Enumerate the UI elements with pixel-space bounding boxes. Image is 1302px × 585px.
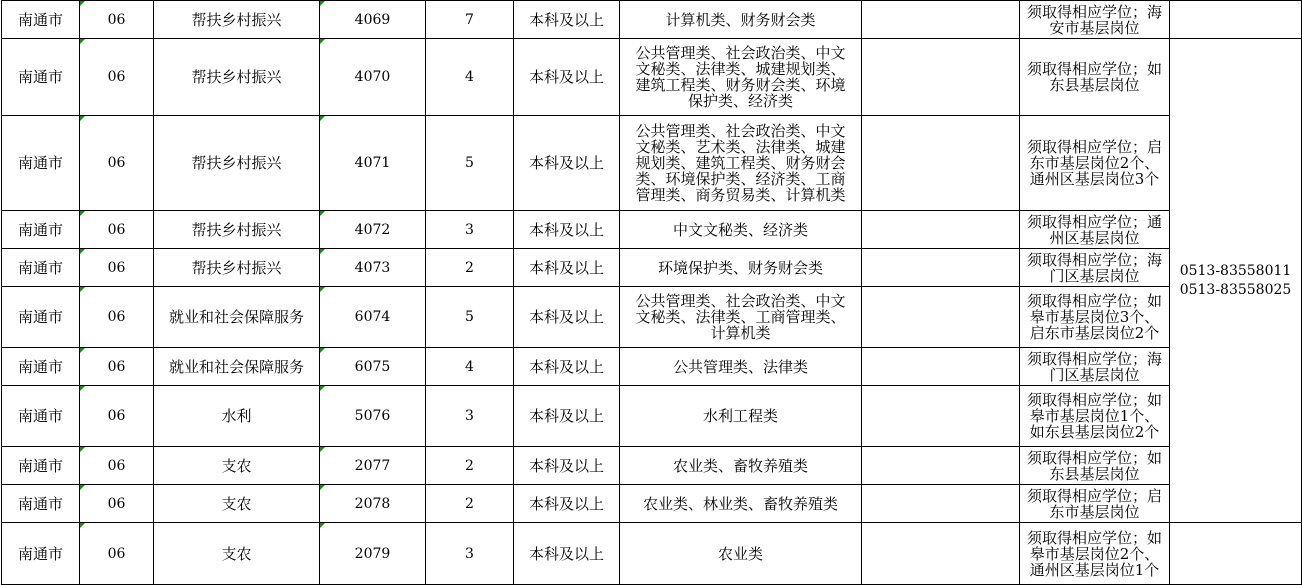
note-cell-line: 须取得相应学位；海 (1026, 250, 1162, 269)
code-cell: 06 (80, 211, 154, 249)
major-cell-line: 农业类、林业类、畜牧养殖类 (642, 494, 838, 513)
major-cell-line: 计算机类、财务财会类 (665, 10, 816, 29)
code-cell: 06 (80, 485, 154, 523)
note-cell-line: 通州区基层岗位3个 (1029, 170, 1160, 188)
note-cell (1020, 348, 1170, 386)
major-cell (620, 485, 862, 523)
note-cell (1020, 249, 1170, 287)
major-cell-line: 公共管理类、社会政治类、中文 (635, 44, 846, 62)
post-code-cell: 2079 (320, 523, 426, 585)
city-cell: 南通市 (2, 523, 80, 585)
post-code-cell: 4069 (320, 1, 426, 39)
note-cell (1020, 39, 1170, 116)
major-cell-line: 文秘类、法律类、城建规划类、 (635, 60, 846, 78)
field-cell: 就业和社会保障服务 (154, 348, 320, 386)
table-body (2, 1, 1302, 585)
post-code-cell: 6074 (320, 287, 426, 348)
code-cell: 06 (80, 348, 154, 386)
other-requirements-cell (862, 386, 1020, 447)
note-cell-line: 须取得相应学位；启 (1026, 138, 1162, 156)
contact-phone: 0513-83558011 (1179, 262, 1292, 279)
other-requirements-cell (862, 287, 1020, 348)
major-cell-line: 文秘类、艺术类、法律类、城建 (635, 138, 846, 156)
contact-bottom-cell (1170, 523, 1302, 585)
table-row (2, 39, 1302, 116)
city-cell: 南通市 (2, 249, 80, 287)
note-cell (1020, 485, 1170, 523)
table-row (2, 386, 1302, 447)
other-requirements-cell (862, 249, 1020, 287)
code-cell: 06 (80, 39, 154, 116)
other-requirements-cell (862, 447, 1020, 485)
other-requirements-cell (862, 211, 1020, 249)
post-code-cell: 4070 (320, 39, 426, 116)
field-cell: 帮扶乡村振兴 (154, 211, 320, 249)
note-cell-line: 须取得相应学位；如 (1026, 60, 1162, 78)
major-cell-line: 管理类、商务贸易类、计算机类 (635, 186, 846, 204)
code-cell: 06 (80, 386, 154, 447)
education-cell: 本科及以上 (514, 523, 620, 585)
major-cell-line: 建筑工程类、财务财会类、环境 (635, 76, 846, 94)
note-cell-line: 须取得相应学位；如 (1026, 391, 1162, 409)
note-cell-line: 须取得相应学位；海 (1026, 349, 1162, 368)
major-cell (620, 39, 862, 116)
city-cell: 南通市 (2, 1, 80, 39)
field-cell: 支农 (154, 447, 320, 485)
city-cell: 南通市 (2, 485, 80, 523)
other-requirements-cell (862, 39, 1020, 116)
city-cell: 南通市 (2, 447, 80, 485)
major-cell-line: 农业类、畜牧养殖类 (672, 456, 808, 475)
note-cell-line: 皋市基层岗位2个、 (1029, 544, 1160, 563)
headcount-cell: 3 (426, 211, 514, 249)
note-cell-line: 须取得相应学位；启 (1026, 486, 1162, 505)
city-cell: 南通市 (2, 211, 80, 249)
note-cell-line: 东县基层岗位 (1049, 76, 1140, 94)
table-row (2, 116, 1302, 211)
headcount-cell: 3 (426, 386, 514, 447)
field-cell: 支农 (154, 523, 320, 585)
other-requirements-cell (862, 485, 1020, 523)
major-cell (620, 249, 862, 287)
city-cell: 南通市 (2, 348, 80, 386)
major-cell-line: 水利工程类 (702, 407, 778, 425)
note-cell-line: 州区基层岗位 (1049, 228, 1140, 247)
city-cell: 南通市 (2, 287, 80, 348)
code-cell: 06 (80, 447, 154, 485)
major-cell (620, 447, 862, 485)
table-row (2, 485, 1302, 523)
note-cell (1020, 1, 1170, 39)
education-cell: 本科及以上 (514, 386, 620, 447)
code-cell: 06 (80, 287, 154, 348)
note-cell-line: 通州区基层岗位1个 (1029, 560, 1160, 579)
headcount-cell: 3 (426, 523, 514, 585)
field-cell: 帮扶乡村振兴 (154, 39, 320, 116)
headcount-cell: 2 (426, 485, 514, 523)
other-requirements-cell (862, 523, 1020, 585)
major-cell (620, 386, 862, 447)
field-cell: 帮扶乡村振兴 (154, 116, 320, 211)
note-cell (1020, 211, 1170, 249)
table-row (2, 287, 1302, 348)
headcount-cell: 4 (426, 348, 514, 386)
note-cell-line: 皋市基层岗位1个、 (1029, 407, 1160, 425)
major-cell-line: 公共管理类、社会政治类、中文 (635, 122, 846, 140)
other-requirements-cell (862, 348, 1020, 386)
field-cell: 水利 (154, 386, 320, 447)
major-cell (620, 1, 862, 39)
post-code-cell: 2077 (320, 447, 426, 485)
recruitment-table (1, 0, 1302, 585)
major-cell (620, 211, 862, 249)
post-code-cell: 2078 (320, 485, 426, 523)
post-code-cell: 5076 (320, 386, 426, 447)
major-cell-line: 中文文秘类、经济类 (672, 220, 808, 239)
field-cell: 帮扶乡村振兴 (154, 249, 320, 287)
major-cell (620, 116, 862, 211)
major-cell-line: 保护类、经济类 (687, 92, 793, 110)
other-requirements-cell (862, 1, 1020, 39)
note-cell (1020, 116, 1170, 211)
education-cell: 本科及以上 (514, 249, 620, 287)
note-cell-line: 如东县基层岗位2个 (1029, 423, 1160, 441)
note-cell (1020, 287, 1170, 348)
table-row (2, 447, 1302, 485)
major-cell-line: 规划类、建筑工程类、财务财会 (635, 154, 846, 172)
note-cell (1020, 386, 1170, 447)
note-cell-line: 门区基层岗位 (1049, 266, 1140, 285)
note-cell-line: 门区基层岗位 (1049, 365, 1140, 384)
major-cell (620, 348, 862, 386)
education-cell: 本科及以上 (514, 287, 620, 348)
major-cell-line: 环境保护类、财务财会类 (657, 258, 823, 277)
table-row (2, 1, 1302, 39)
field-cell: 支农 (154, 485, 320, 523)
education-cell: 本科及以上 (514, 348, 620, 386)
city-cell: 南通市 (2, 116, 80, 211)
education-cell: 本科及以上 (514, 39, 620, 116)
note-cell-line: 东市基层岗位2个、 (1029, 154, 1160, 172)
note-cell-line: 须取得相应学位；如 (1026, 292, 1162, 310)
education-cell: 本科及以上 (514, 485, 620, 523)
note-cell-line: 须取得相应学位；如 (1026, 448, 1162, 467)
city-cell: 南通市 (2, 39, 80, 116)
headcount-cell: 5 (426, 287, 514, 348)
note-cell (1020, 523, 1170, 585)
note-cell-line: 须取得相应学位；如 (1026, 528, 1162, 547)
field-cell: 帮扶乡村振兴 (154, 1, 320, 39)
major-cell-line: 公共管理类、法律类 (672, 357, 808, 376)
headcount-cell: 5 (426, 116, 514, 211)
note-cell (1020, 447, 1170, 485)
major-cell-line: 类、环境保护类、经济类、工商 (635, 170, 846, 188)
major-cell-line: 公共管理类、社会政治类、中文 (635, 292, 846, 310)
table-row (2, 249, 1302, 287)
code-cell: 06 (80, 116, 154, 211)
note-cell-line: 安市基层岗位 (1049, 18, 1140, 37)
headcount-cell: 2 (426, 249, 514, 287)
headcount-cell: 4 (426, 39, 514, 116)
note-cell-line: 东市基层岗位 (1049, 502, 1140, 521)
code-cell: 06 (80, 523, 154, 585)
note-cell-line: 东县基层岗位 (1049, 464, 1140, 483)
other-requirements-cell (862, 116, 1020, 211)
major-cell (620, 523, 862, 585)
code-cell: 06 (80, 249, 154, 287)
education-cell: 本科及以上 (514, 1, 620, 39)
headcount-cell: 7 (426, 1, 514, 39)
table-row (2, 348, 1302, 386)
table-row (2, 523, 1302, 585)
post-code-cell: 4071 (320, 116, 426, 211)
post-code-cell: 4073 (320, 249, 426, 287)
major-cell-line: 计算机类 (710, 324, 771, 342)
table-row (2, 211, 1302, 249)
post-code-cell: 6075 (320, 348, 426, 386)
note-cell-line: 须取得相应学位；通 (1026, 212, 1162, 231)
education-cell: 本科及以上 (514, 211, 620, 249)
post-code-cell: 4072 (320, 211, 426, 249)
major-cell-line: 文秘类、法律类、工商管理类、 (635, 308, 846, 326)
major-cell (620, 287, 862, 348)
education-cell: 本科及以上 (514, 447, 620, 485)
code-cell: 06 (80, 1, 154, 39)
field-cell: 就业和社会保障服务 (154, 287, 320, 348)
contact-top-cell (1170, 1, 1302, 39)
education-cell: 本科及以上 (514, 116, 620, 211)
note-cell-line: 启东市基层岗位2个 (1029, 324, 1160, 342)
city-cell: 南通市 (2, 386, 80, 447)
major-cell-line: 农业类 (717, 544, 763, 563)
contact-phone-cell (1170, 39, 1302, 523)
note-cell-line: 须取得相应学位；海 (1026, 2, 1162, 21)
note-cell-line: 皋市基层岗位3个、 (1029, 308, 1160, 326)
headcount-cell: 2 (426, 447, 514, 485)
contact-phone: 0513-83558025 (1179, 281, 1292, 298)
